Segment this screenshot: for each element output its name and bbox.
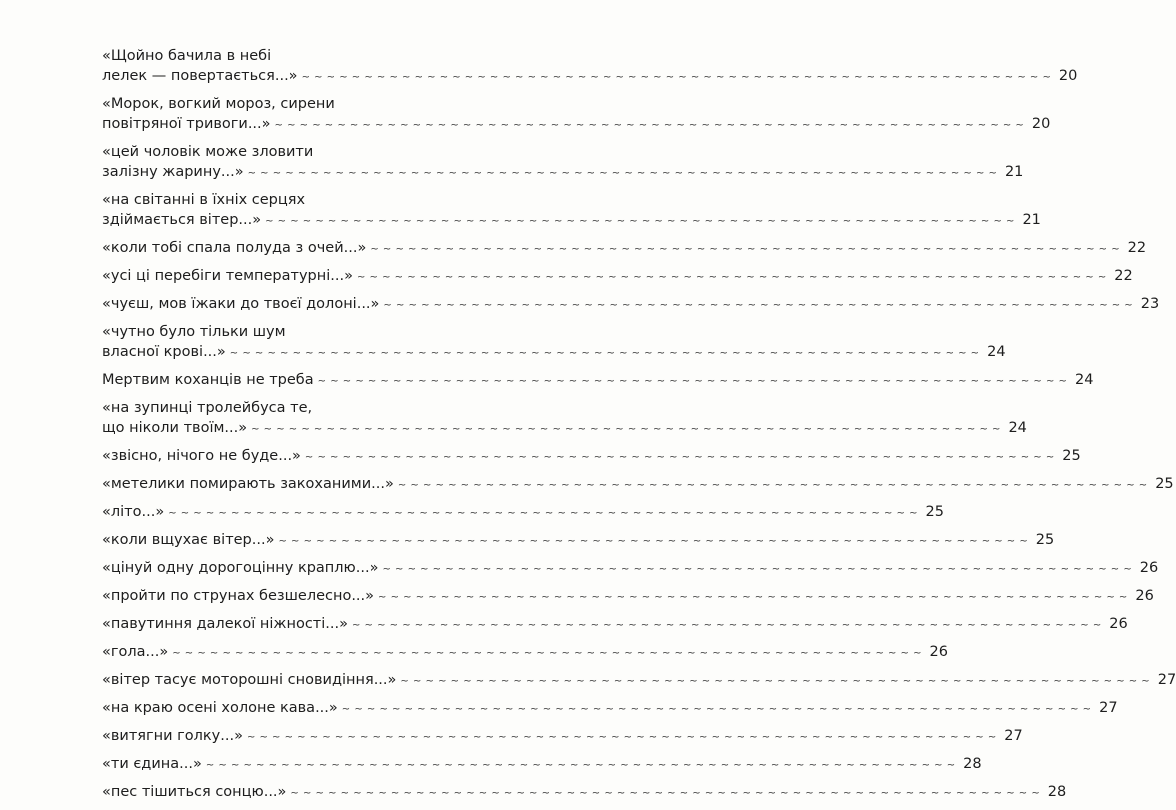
toc-leader: ~ ~ ~ ~ ~ ~ ~ ~ ~ ~ ~ ~ ~ ~ ~ ~ ~ ~ ~ ~ ~ ~ ~ ~ ~ ~ ~ ~ ~ ~ ~ ~ ~ ~ ~ ~ ~ ~ ~ ~ ~ ~ ~ ~ ~ ~ ~ ~ ~ ~ ~ ~ ~ ~ ~ ~ ~ ~ ~ ~ (356, 272, 1107, 283)
toc-page-number: 27 (1099, 700, 1118, 716)
toc-page-number: 21 (1004, 164, 1024, 180)
toc-entry (102, 782, 1067, 802)
toc-entry-line (102, 398, 432, 418)
toc-entry-title: «на зупинці тролейбуса те, (102, 400, 313, 416)
toc-leader: ~ ~ ~ ~ ~ ~ ~ ~ ~ ~ ~ ~ ~ ~ ~ ~ ~ ~ ~ ~ ~ ~ ~ ~ ~ ~ ~ ~ ~ ~ ~ ~ ~ ~ ~ ~ ~ ~ ~ ~ ~ ~ ~ ~ ~ ~ ~ ~ ~ ~ ~ ~ ~ ~ ~ ~ ~ ~ ~ ~ (251, 424, 1001, 435)
toc-leader: ~ ~ ~ ~ ~ ~ ~ ~ ~ ~ ~ ~ ~ ~ ~ ~ ~ ~ ~ ~ ~ ~ ~ ~ ~ ~ ~ ~ ~ ~ ~ ~ ~ ~ ~ ~ ~ ~ ~ ~ ~ ~ ~ ~ ~ ~ ~ ~ ~ ~ ~ ~ ~ ~ ~ ~ ~ ~ ~ ~ (247, 168, 998, 179)
toc-entry-title: «чуєш, мов їжаки до твоєї долоні...» (102, 296, 380, 312)
toc-entry-line (102, 698, 1118, 718)
toc-page-number: 24 (1008, 420, 1027, 436)
toc-entry (102, 754, 982, 774)
toc-entry-line (102, 210, 1041, 230)
toc-entry (102, 190, 1041, 230)
toc-leader: ~ ~ ~ ~ ~ ~ ~ ~ ~ ~ ~ ~ ~ ~ ~ ~ ~ ~ ~ ~ ~ ~ ~ ~ ~ ~ ~ ~ ~ ~ ~ ~ ~ ~ ~ ~ ~ ~ ~ ~ ~ ~ ~ ~ ~ ~ ~ ~ ~ ~ ~ ~ ~ ~ ~ ~ ~ ~ ~ ~ (265, 216, 1015, 227)
toc-leader: ~ ~ ~ ~ ~ ~ ~ ~ ~ ~ ~ ~ ~ ~ ~ ~ ~ ~ ~ ~ ~ ~ ~ ~ ~ ~ ~ ~ ~ ~ ~ ~ ~ ~ ~ ~ ~ ~ ~ ~ ~ ~ ~ ~ ~ ~ ~ ~ ~ ~ ~ ~ ~ ~ ~ ~ ~ ~ ~ ~ (290, 788, 1041, 799)
toc-leader: ~ ~ ~ ~ ~ ~ ~ ~ ~ ~ ~ ~ ~ ~ ~ ~ ~ ~ ~ ~ ~ ~ ~ ~ ~ ~ ~ ~ ~ ~ ~ ~ ~ ~ ~ ~ ~ ~ ~ ~ ~ ~ ~ ~ ~ ~ ~ ~ ~ ~ ~ ~ ~ ~ ~ ~ ~ ~ ~ ~ (168, 508, 918, 519)
toc-entry (102, 46, 1078, 86)
toc-leader: ~ ~ ~ ~ ~ ~ ~ ~ ~ ~ ~ ~ ~ ~ ~ ~ ~ ~ ~ ~ ~ ~ ~ ~ ~ ~ ~ ~ ~ ~ ~ ~ ~ ~ ~ ~ ~ ~ ~ ~ ~ ~ ~ ~ ~ ~ ~ ~ ~ ~ ~ ~ ~ ~ ~ ~ ~ ~ ~ ~ (304, 452, 1055, 463)
toc-entry-line (102, 162, 1024, 182)
toc-entry-line (102, 322, 432, 342)
toc-page-number: 26 (929, 644, 948, 660)
toc-entry (102, 322, 1006, 362)
toc-page-number: 22 (1114, 268, 1133, 284)
toc-entry (102, 446, 1081, 466)
toc-entry (102, 474, 1174, 494)
toc-page-number: 20 (1058, 68, 1078, 84)
toc-entry (102, 726, 1023, 746)
toc-entry-title: «Морок, вогкий мороз, сирени (102, 96, 335, 112)
toc-page-number: 26 (1135, 588, 1154, 604)
toc-entry-title: «ти єдина...» (102, 756, 202, 772)
toc-leader: ~ ~ ~ ~ ~ ~ ~ ~ ~ ~ ~ ~ ~ ~ ~ ~ ~ ~ ~ ~ ~ ~ ~ ~ ~ ~ ~ ~ ~ ~ ~ ~ ~ ~ ~ ~ ~ ~ ~ ~ ~ ~ ~ ~ ~ ~ ~ ~ ~ ~ ~ ~ ~ ~ ~ ~ ~ ~ ~ ~ (397, 480, 1148, 491)
toc-leader: ~ ~ ~ ~ ~ ~ ~ ~ ~ ~ ~ ~ ~ ~ ~ ~ ~ ~ ~ ~ ~ ~ ~ ~ ~ ~ ~ ~ ~ ~ ~ ~ ~ ~ ~ ~ ~ ~ ~ ~ ~ ~ ~ ~ ~ ~ ~ ~ ~ ~ ~ ~ ~ ~ ~ ~ ~ ~ ~ ~ (382, 564, 1133, 575)
toc-page-number: 26 (1139, 560, 1159, 576)
toc-page-number: 24 (1074, 372, 1094, 388)
toc-entry-title: повітряної тривоги...» (102, 116, 271, 132)
toc-leader: ~ ~ ~ ~ ~ ~ ~ ~ ~ ~ ~ ~ ~ ~ ~ ~ ~ ~ ~ ~ ~ ~ ~ ~ ~ ~ ~ ~ ~ ~ ~ ~ ~ ~ ~ ~ ~ ~ ~ ~ ~ ~ ~ ~ ~ ~ ~ ~ ~ ~ ~ ~ ~ ~ ~ ~ ~ ~ ~ ~ (274, 120, 1025, 131)
toc-entry (102, 642, 948, 662)
toc-page-number: 28 (963, 756, 982, 772)
toc-entry (102, 558, 1159, 578)
toc-entry-line (102, 530, 1055, 550)
toc-entry-line (102, 114, 1051, 134)
toc-leader: ~ ~ ~ ~ ~ ~ ~ ~ ~ ~ ~ ~ ~ ~ ~ ~ ~ ~ ~ ~ ~ ~ ~ ~ ~ ~ ~ ~ ~ ~ ~ ~ ~ ~ ~ ~ ~ ~ ~ ~ ~ ~ ~ ~ ~ ~ ~ ~ ~ ~ ~ ~ ~ ~ ~ ~ ~ ~ ~ ~ (351, 620, 1102, 631)
toc-entry-title: «цей чоловік може зловити (102, 144, 314, 160)
toc-leader: ~ ~ ~ ~ ~ ~ ~ ~ ~ ~ ~ ~ ~ ~ ~ ~ ~ ~ ~ ~ ~ ~ ~ ~ ~ ~ ~ ~ ~ ~ ~ ~ ~ ~ ~ ~ ~ ~ ~ ~ ~ ~ ~ ~ ~ ~ ~ ~ ~ ~ ~ ~ ~ ~ ~ ~ ~ ~ ~ ~ (383, 300, 1134, 311)
toc-entry-line (102, 142, 432, 162)
toc-entry-line (102, 370, 1094, 390)
toc-entry-title: «на світанні в їхніх серцях (102, 192, 306, 208)
toc-entry-title: «коли тобі спала полуда з очей...» (102, 240, 367, 256)
toc-entry-title: «на краю осені холоне кава...» (102, 700, 338, 716)
toc-entry-line (102, 46, 432, 66)
toc-entry-line (102, 238, 1147, 258)
toc-entry-line (102, 190, 432, 210)
toc-entry-title: власної крові...» (102, 344, 226, 360)
toc-entry-title: здіймається вітер...» (102, 212, 262, 228)
toc-entry-line (102, 266, 1133, 286)
toc-leader: ~ ~ ~ ~ ~ ~ ~ ~ ~ ~ ~ ~ ~ ~ ~ ~ ~ ~ ~ ~ ~ ~ ~ ~ ~ ~ ~ ~ ~ ~ ~ ~ ~ ~ ~ ~ ~ ~ ~ ~ ~ ~ ~ ~ ~ ~ ~ ~ ~ ~ ~ ~ ~ ~ ~ ~ ~ ~ ~ ~ (246, 732, 997, 743)
toc-entry-line (102, 342, 1006, 362)
toc-leader: ~ ~ ~ ~ ~ ~ ~ ~ ~ ~ ~ ~ ~ ~ ~ ~ ~ ~ ~ ~ ~ ~ ~ ~ ~ ~ ~ ~ ~ ~ ~ ~ ~ ~ ~ ~ ~ ~ ~ ~ ~ ~ ~ ~ ~ ~ ~ ~ ~ ~ ~ ~ ~ ~ ~ ~ ~ ~ ~ ~ (370, 244, 1121, 255)
toc-page-number: 22 (1127, 240, 1147, 256)
toc-entry-title: Мертвим коханців не треба (102, 372, 314, 388)
toc-entry-line (102, 782, 1067, 802)
toc-leader: ~ ~ ~ ~ ~ ~ ~ ~ ~ ~ ~ ~ ~ ~ ~ ~ ~ ~ ~ ~ ~ ~ ~ ~ ~ ~ ~ ~ ~ ~ ~ ~ ~ ~ ~ ~ ~ ~ ~ ~ ~ ~ ~ ~ ~ ~ ~ ~ ~ ~ ~ ~ ~ ~ ~ ~ ~ ~ ~ ~ (278, 536, 1029, 547)
toc-entry-title: «усі ці перебіги температурні...» (102, 268, 353, 284)
toc-entry-line (102, 614, 1128, 634)
toc-entry-line (102, 754, 982, 774)
toc-entry (102, 530, 1055, 550)
toc-entry-title: «пройти по струнах безшелесно...» (102, 588, 375, 604)
toc-entry-title: «літо...» (102, 504, 165, 520)
toc-page-number: 25 (1155, 476, 1174, 492)
toc-entry-title: залізну жарину...» (102, 164, 244, 180)
toc-page-number: 23 (1140, 296, 1160, 312)
toc-page-number: 24 (987, 344, 1006, 360)
toc-entry (102, 238, 1147, 258)
toc-entry (102, 502, 944, 522)
toc-page-number: 27 (1004, 728, 1023, 744)
toc-entry-title: «павутиння далекої ніжності...» (102, 616, 348, 632)
toc-page-number: 28 (1047, 784, 1067, 800)
toc-entry (102, 670, 1176, 690)
toc-entry-title: «коли вщухає вітер...» (102, 532, 275, 548)
toc-leader: ~ ~ ~ ~ ~ ~ ~ ~ ~ ~ ~ ~ ~ ~ ~ ~ ~ ~ ~ ~ ~ ~ ~ ~ ~ ~ ~ ~ ~ ~ ~ ~ ~ ~ ~ ~ ~ ~ ~ ~ ~ ~ ~ ~ ~ ~ ~ ~ ~ ~ ~ ~ ~ ~ ~ ~ ~ ~ ~ ~ (229, 348, 980, 359)
toc-leader: ~ ~ ~ ~ ~ ~ ~ ~ ~ ~ ~ ~ ~ ~ ~ ~ ~ ~ ~ ~ ~ ~ ~ ~ ~ ~ ~ ~ ~ ~ ~ ~ ~ ~ ~ ~ ~ ~ ~ ~ ~ ~ ~ ~ ~ ~ ~ ~ ~ ~ ~ ~ ~ ~ ~ ~ ~ ~ ~ ~ (205, 760, 956, 771)
toc-entry-title: «пес тішиться сонцю...» (102, 784, 287, 800)
toc-page-number: 20 (1031, 116, 1051, 132)
toc-entry (102, 586, 1154, 606)
toc-page-number: 25 (1035, 532, 1055, 548)
toc-entry-title: що ніколи твоїм...» (102, 420, 248, 436)
toc-leader: ~ ~ ~ ~ ~ ~ ~ ~ ~ ~ ~ ~ ~ ~ ~ ~ ~ ~ ~ ~ ~ ~ ~ ~ ~ ~ ~ ~ ~ ~ ~ ~ ~ ~ ~ ~ ~ ~ ~ ~ ~ ~ ~ ~ ~ ~ ~ ~ ~ ~ ~ ~ ~ ~ ~ ~ ~ ~ ~ ~ (400, 676, 1151, 687)
toc-entry-line (102, 474, 1174, 494)
toc-entry (102, 294, 1160, 314)
toc-entry-line (102, 670, 1176, 690)
toc-entry-line (102, 66, 1078, 86)
toc-entry-line (102, 94, 432, 114)
toc-entry-title: «звісно, нічого не буде...» (102, 448, 301, 464)
toc-entry (102, 614, 1128, 634)
toc-entry-line (102, 586, 1154, 606)
toc-page-number: 26 (1109, 616, 1128, 632)
toc-entry-title: «Щойно бачила в небі (102, 48, 272, 64)
toc-entry-line (102, 558, 1159, 578)
toc-leader: ~ ~ ~ ~ ~ ~ ~ ~ ~ ~ ~ ~ ~ ~ ~ ~ ~ ~ ~ ~ ~ ~ ~ ~ ~ ~ ~ ~ ~ ~ ~ ~ ~ ~ ~ ~ ~ ~ ~ ~ ~ ~ ~ ~ ~ ~ ~ ~ ~ ~ ~ ~ ~ ~ ~ ~ ~ ~ ~ ~ (172, 648, 922, 659)
toc-leader: ~ ~ ~ ~ ~ ~ ~ ~ ~ ~ ~ ~ ~ ~ ~ ~ ~ ~ ~ ~ ~ ~ ~ ~ ~ ~ ~ ~ ~ ~ ~ ~ ~ ~ ~ ~ ~ ~ ~ ~ ~ ~ ~ ~ ~ ~ ~ ~ ~ ~ ~ ~ ~ ~ ~ ~ ~ ~ ~ ~ (341, 704, 1092, 715)
toc-page-number: 25 (925, 504, 944, 520)
toc-entry (102, 94, 1051, 134)
toc-entry (102, 698, 1118, 718)
toc-entry (102, 398, 1027, 438)
toc-entry-title: лелек — повертається...» (102, 68, 298, 84)
toc-entry-title: «чутно було тільки шум (102, 324, 286, 340)
toc-page-number: 21 (1022, 212, 1041, 228)
toc-entry (102, 370, 1094, 390)
toc-page-number: 25 (1062, 448, 1081, 464)
toc-leader: ~ ~ ~ ~ ~ ~ ~ ~ ~ ~ ~ ~ ~ ~ ~ ~ ~ ~ ~ ~ ~ ~ ~ ~ ~ ~ ~ ~ ~ ~ ~ ~ ~ ~ ~ ~ ~ ~ ~ ~ ~ ~ ~ ~ ~ ~ ~ ~ ~ ~ ~ ~ ~ ~ ~ ~ ~ ~ ~ ~ (317, 376, 1068, 387)
toc-leader: ~ ~ ~ ~ ~ ~ ~ ~ ~ ~ ~ ~ ~ ~ ~ ~ ~ ~ ~ ~ ~ ~ ~ ~ ~ ~ ~ ~ ~ ~ ~ ~ ~ ~ ~ ~ ~ ~ ~ ~ ~ ~ ~ ~ ~ ~ ~ ~ ~ ~ ~ ~ ~ ~ ~ ~ ~ ~ ~ ~ (301, 72, 1052, 83)
toc-entry-line (102, 446, 1081, 466)
toc-leader: ~ ~ ~ ~ ~ ~ ~ ~ ~ ~ ~ ~ ~ ~ ~ ~ ~ ~ ~ ~ ~ ~ ~ ~ ~ ~ ~ ~ ~ ~ ~ ~ ~ ~ ~ ~ ~ ~ ~ ~ ~ ~ ~ ~ ~ ~ ~ ~ ~ ~ ~ ~ ~ ~ ~ ~ ~ ~ ~ ~ (378, 592, 1128, 603)
toc-entry-title: «вітер тасує моторошні сновидіння...» (102, 672, 397, 688)
toc-entry (102, 142, 1024, 182)
toc-entry (102, 266, 1133, 286)
toc-entry-line (102, 642, 948, 662)
toc-entry-title: «витягни голку...» (102, 728, 243, 744)
toc-page-number: 27 (1157, 672, 1176, 688)
toc-entry-title: «метелики помирають закоханими...» (102, 476, 394, 492)
toc-entry-line (102, 294, 1160, 314)
toc-entry-line (102, 418, 1027, 438)
toc-entry-line (102, 502, 944, 522)
table-of-contents (102, 46, 1176, 810)
toc-entry-title: «цінуй одну дорогоцінну краплю...» (102, 560, 379, 576)
toc-entry-line (102, 726, 1023, 746)
toc-entry-title: «гола...» (102, 644, 169, 660)
